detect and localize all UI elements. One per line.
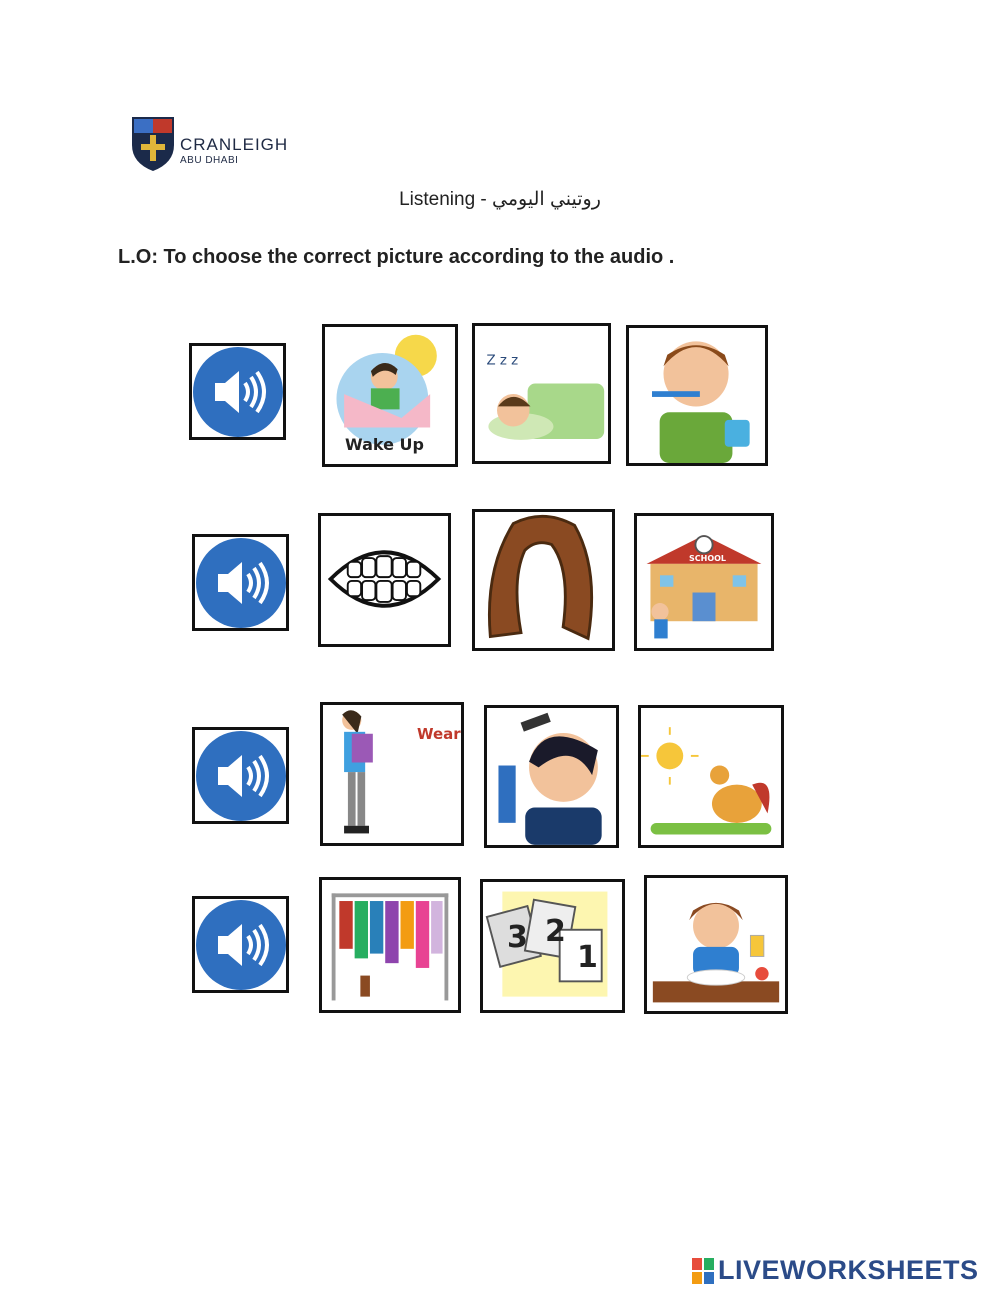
picture-calendar-321[interactable]	[480, 879, 625, 1013]
audio-button-3[interactable]	[192, 727, 289, 824]
logo-subtitle: ABU DHABI	[180, 155, 239, 166]
picture-morning-rooster[interactable]	[638, 705, 784, 848]
picture-wake-up[interactable]	[322, 324, 458, 467]
crest-icon	[130, 115, 176, 173]
picture-wear[interactable]	[320, 702, 464, 846]
wear-caption: Wear	[417, 725, 461, 743]
speaker-icon	[196, 731, 286, 821]
calendar-number-3: 3	[507, 920, 528, 955]
logo-name: CRANLEIGH	[180, 135, 289, 154]
picture-teeth[interactable]	[318, 513, 451, 647]
svg-text:Z z z: Z z z	[486, 353, 519, 369]
liveworksheets-brand	[692, 1255, 992, 1285]
picture-sleeping[interactable]	[472, 323, 611, 464]
speaker-icon	[196, 900, 286, 990]
picture-hair[interactable]	[472, 509, 615, 651]
liveworksheets-wordmark: LIVEWORKSHEETS	[718, 1255, 979, 1285]
calendar-number-2: 2	[545, 914, 566, 949]
picture-school[interactable]	[634, 513, 774, 651]
speaker-icon	[193, 347, 283, 437]
wake-up-caption: Wake Up	[345, 435, 424, 454]
audio-button-2[interactable]	[192, 534, 289, 631]
liveworksheets-logo-icon	[692, 1258, 714, 1284]
speaker-icon	[196, 538, 286, 628]
picture-combing-hair[interactable]	[484, 705, 619, 848]
picture-eating-breakfast[interactable]	[644, 875, 788, 1014]
school-sign: SCHOOL	[689, 554, 727, 563]
school-logo	[130, 115, 290, 175]
audio-button-4[interactable]	[192, 896, 289, 993]
audio-button-1[interactable]	[189, 343, 286, 440]
picture-clothes-rack[interactable]	[319, 877, 461, 1013]
learning-objective: L.O: To choose the correct picture according to the audio .	[118, 246, 675, 268]
calendar-number-1: 1	[577, 940, 598, 975]
picture-brushing-teeth[interactable]	[626, 325, 768, 466]
page-title: Listening - روتيني اليومي	[399, 189, 601, 210]
